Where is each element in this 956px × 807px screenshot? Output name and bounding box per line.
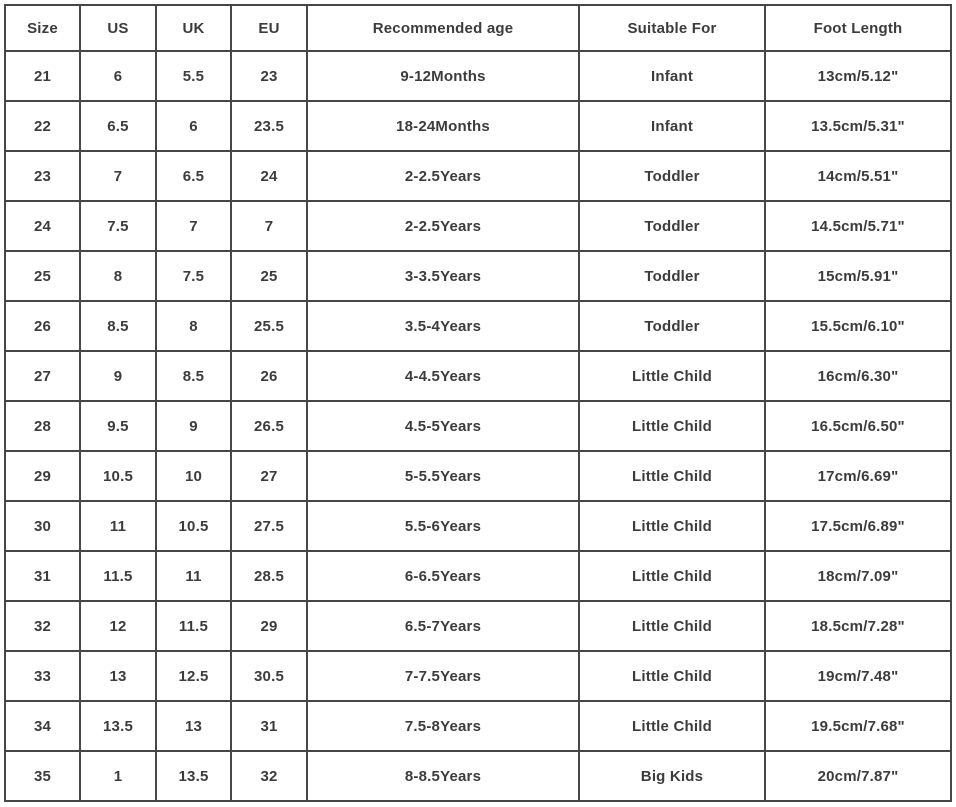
table-cell: 18.5cm/7.28" <box>765 601 951 651</box>
table-cell: Infant <box>579 51 765 101</box>
table-cell: 7 <box>156 201 231 251</box>
table-row <box>5 101 951 151</box>
table-row <box>5 351 951 401</box>
table-cell: 19.5cm/7.68" <box>765 701 951 751</box>
table-cell: 34 <box>5 701 80 751</box>
table-cell: 22 <box>5 101 80 151</box>
column-header-recommended-age: Recommended age <box>307 5 579 51</box>
table-cell: 12.5 <box>156 651 231 701</box>
table-cell: 6.5 <box>80 101 156 151</box>
table-cell: 7 <box>231 201 307 251</box>
table-cell: 4.5-5Years <box>307 401 579 451</box>
table-cell: 5-5.5Years <box>307 451 579 501</box>
table-cell: 13.5cm/5.31" <box>765 101 951 151</box>
table-cell: 10 <box>156 451 231 501</box>
table-cell: 19cm/7.48" <box>765 651 951 701</box>
table-cell: 8 <box>80 251 156 301</box>
table-cell: 6.5-7Years <box>307 601 579 651</box>
table-cell: 17cm/6.69" <box>765 451 951 501</box>
table-cell: 25.5 <box>231 301 307 351</box>
table-cell: 26.5 <box>231 401 307 451</box>
table-cell: 18cm/7.09" <box>765 551 951 601</box>
table-cell: 2-2.5Years <box>307 151 579 201</box>
table-cell: 12 <box>80 601 156 651</box>
table-cell: 27.5 <box>231 501 307 551</box>
table-cell: 28.5 <box>231 551 307 601</box>
header-row <box>5 5 951 51</box>
table-row <box>5 501 951 551</box>
table-cell: Little Child <box>579 651 765 701</box>
table-cell: 25 <box>231 251 307 301</box>
table-cell: 13 <box>156 701 231 751</box>
table-cell: 23.5 <box>231 101 307 151</box>
table-cell: 3.5-4Years <box>307 301 579 351</box>
table-cell: Toddler <box>579 301 765 351</box>
table-cell: Little Child <box>579 401 765 451</box>
table-row <box>5 251 951 301</box>
table-cell: 7.5-8Years <box>307 701 579 751</box>
table-cell: 31 <box>231 701 307 751</box>
table-cell: 14cm/5.51" <box>765 151 951 201</box>
table-cell: 7 <box>80 151 156 201</box>
table-row <box>5 401 951 451</box>
table-cell: 26 <box>231 351 307 401</box>
table-cell: Little Child <box>579 451 765 501</box>
table-cell: 32 <box>231 751 307 801</box>
table-cell: Toddler <box>579 151 765 201</box>
table-cell: 18-24Months <box>307 101 579 151</box>
table-cell: 31 <box>5 551 80 601</box>
table-row <box>5 751 951 801</box>
table-row <box>5 151 951 201</box>
table-cell: 15.5cm/6.10" <box>765 301 951 351</box>
column-header-uk: UK <box>156 5 231 51</box>
table-row <box>5 601 951 651</box>
table-cell: 20cm/7.87" <box>765 751 951 801</box>
table-cell: 11.5 <box>156 601 231 651</box>
table-cell: 27 <box>231 451 307 501</box>
table-cell: 3-3.5Years <box>307 251 579 301</box>
table-cell: 8-8.5Years <box>307 751 579 801</box>
table-cell: 17.5cm/6.89" <box>765 501 951 551</box>
table-cell: 11 <box>80 501 156 551</box>
table-cell: 1 <box>80 751 156 801</box>
table-cell: 7-7.5Years <box>307 651 579 701</box>
table-cell: 27 <box>5 351 80 401</box>
table-cell: 16cm/6.30" <box>765 351 951 401</box>
table-cell: 6 <box>156 101 231 151</box>
shoe-size-chart-table <box>4 4 952 802</box>
table-cell: Toddler <box>579 201 765 251</box>
table-cell: 9.5 <box>80 401 156 451</box>
table-cell: 9 <box>156 401 231 451</box>
table-cell: 24 <box>231 151 307 201</box>
table-cell: 30.5 <box>231 651 307 701</box>
table-cell: 10.5 <box>156 501 231 551</box>
table-row <box>5 451 951 501</box>
table-cell: 8.5 <box>80 301 156 351</box>
table-cell: 13.5 <box>80 701 156 751</box>
table-cell: 13.5 <box>156 751 231 801</box>
table-cell: 13cm/5.12" <box>765 51 951 101</box>
table-cell: 10.5 <box>80 451 156 501</box>
table-cell: 26 <box>5 301 80 351</box>
table-cell: Big Kids <box>579 751 765 801</box>
table-cell: 35 <box>5 751 80 801</box>
table-cell: 4-4.5Years <box>307 351 579 401</box>
table-cell: 11 <box>156 551 231 601</box>
table-cell: 5.5 <box>156 51 231 101</box>
table-cell: 9-12Months <box>307 51 579 101</box>
table-cell: 2-2.5Years <box>307 201 579 251</box>
column-header-eu: EU <box>231 5 307 51</box>
table-cell: Little Child <box>579 551 765 601</box>
table-cell: 30 <box>5 501 80 551</box>
table-cell: 16.5cm/6.50" <box>765 401 951 451</box>
table-cell: 7.5 <box>80 201 156 251</box>
table-cell: 32 <box>5 601 80 651</box>
table-cell: 5.5-6Years <box>307 501 579 551</box>
table-cell: 25 <box>5 251 80 301</box>
table-row <box>5 301 951 351</box>
table-cell: 23 <box>5 151 80 201</box>
table-body <box>5 51 951 801</box>
table-cell: 15cm/5.91" <box>765 251 951 301</box>
table-cell: 24 <box>5 201 80 251</box>
table-cell: 33 <box>5 651 80 701</box>
table-cell: 23 <box>231 51 307 101</box>
table-cell: 21 <box>5 51 80 101</box>
column-header-suitable-for: Suitable For <box>579 5 765 51</box>
table-cell: 6 <box>80 51 156 101</box>
column-header-size: Size <box>5 5 80 51</box>
table-row <box>5 701 951 751</box>
table-cell: 7.5 <box>156 251 231 301</box>
table-cell: 8.5 <box>156 351 231 401</box>
table-row <box>5 651 951 701</box>
table-cell: Little Child <box>579 351 765 401</box>
table-cell: Infant <box>579 101 765 151</box>
table-row <box>5 201 951 251</box>
table-cell: 6.5 <box>156 151 231 201</box>
table-cell: 14.5cm/5.71" <box>765 201 951 251</box>
table-row <box>5 551 951 601</box>
table-cell: Little Child <box>579 601 765 651</box>
table-cell: 9 <box>80 351 156 401</box>
table-cell: 29 <box>5 451 80 501</box>
table-cell: 29 <box>231 601 307 651</box>
table-cell: Little Child <box>579 501 765 551</box>
table-cell: Little Child <box>579 701 765 751</box>
table-cell: 6-6.5Years <box>307 551 579 601</box>
table-row <box>5 51 951 101</box>
table-head <box>5 5 951 51</box>
table-cell: 28 <box>5 401 80 451</box>
table-cell: Toddler <box>579 251 765 301</box>
table-cell: 8 <box>156 301 231 351</box>
table-cell: 13 <box>80 651 156 701</box>
table-cell: 11.5 <box>80 551 156 601</box>
column-header-us: US <box>80 5 156 51</box>
column-header-foot-length: Foot Length <box>765 5 951 51</box>
